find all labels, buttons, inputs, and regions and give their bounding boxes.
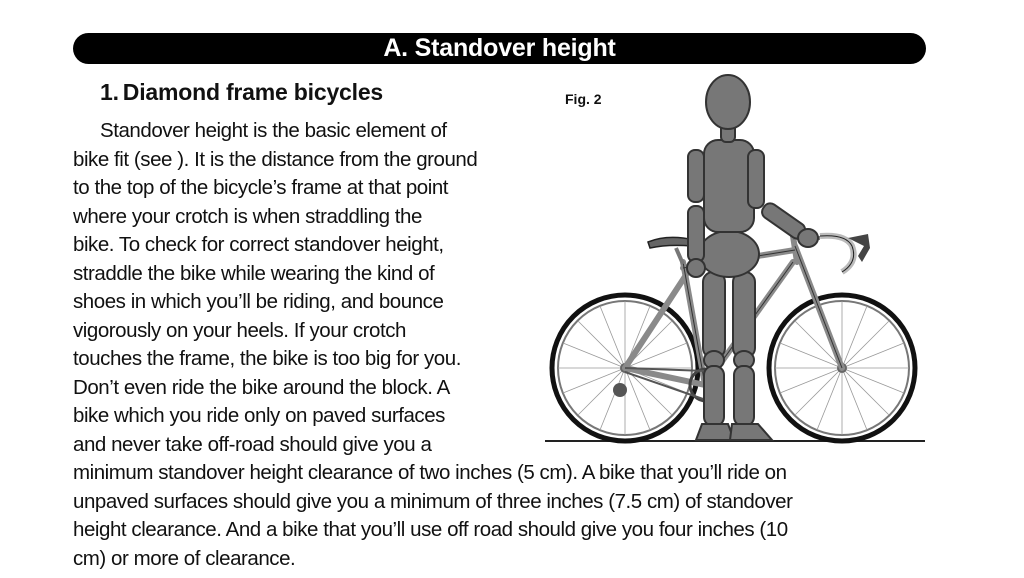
upper-arm-left <box>688 150 704 202</box>
section-title-banner <box>73 33 926 64</box>
section-title: A. Standover height <box>383 34 616 62</box>
body-line: bike. To check for correct standover height, <box>73 233 444 256</box>
body-line: shoes in which you’ll be riding, and bounce <box>73 290 444 313</box>
subsection-number: 1. <box>100 79 119 105</box>
left-foot <box>696 424 734 440</box>
body-line: bike fit (see ). It is the distance from the ground <box>73 147 478 171</box>
body-line: unpaved surfaces should give you a minimum of three inches (7.5 cm) of standover <box>73 489 793 513</box>
body-line: to the top of the bicycle’s frame at that point <box>73 176 449 199</box>
upper-arm-right <box>748 150 764 208</box>
forearm-left <box>688 206 704 262</box>
subsection-heading <box>100 79 383 106</box>
body-line: minimum standover height clearance of two inches (5 cm). A bike that you’ll ride on <box>73 461 787 484</box>
right-thigh <box>733 272 755 358</box>
subsection-title: Diamond frame bicycles <box>122 79 383 105</box>
figure-label: Fig. 2 <box>565 91 602 107</box>
derailleur <box>613 383 627 397</box>
body-line: Don’t even ride the bike around the block. A <box>73 375 450 399</box>
body-line: bike which you ride only on paved surfaces <box>73 404 445 427</box>
body-line: straddle the bike while wearing the kind of <box>73 261 435 285</box>
pelvis <box>699 231 759 277</box>
left-shin <box>704 366 724 426</box>
body-line: touches the frame, the bike is too big for you. <box>73 347 461 370</box>
head <box>706 75 750 129</box>
right-shin <box>734 366 754 426</box>
body-line: cm) or more of clearance. <box>73 546 296 570</box>
body-line: height clearance. And a bike that you’ll use off road should give you four inches (10 <box>73 518 788 541</box>
left-thigh <box>703 272 725 358</box>
right-foot <box>730 424 772 440</box>
body-line: and never take off-road should give you a <box>73 432 432 456</box>
body-line: where your crotch is when straddling the <box>73 204 422 228</box>
body-line: vigorously on your heels. If your crotch <box>73 318 406 342</box>
torso <box>704 140 754 232</box>
figure-illustration <box>540 70 940 450</box>
body-line: Standover height is the basic element of <box>100 119 447 142</box>
hand-on-bar <box>798 229 818 247</box>
